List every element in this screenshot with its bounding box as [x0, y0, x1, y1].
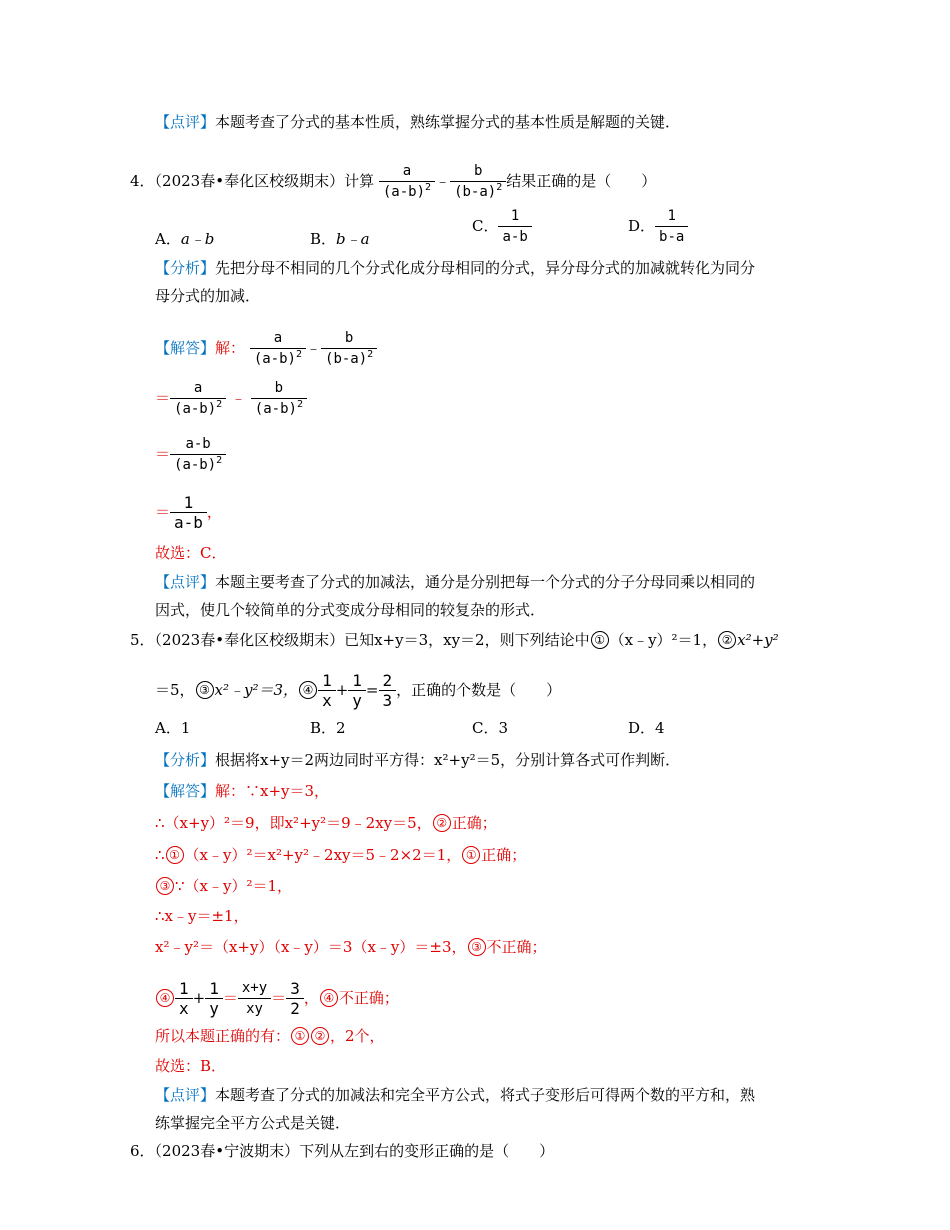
q5-answer-6: x²﹣y²＝（x+y）（x﹣y）＝3（x﹣y）＝±3， ③ 不正确； — [155, 938, 547, 956]
q4-step-1: ＝ $\frac{a}{(a-b)^2}$ ﹣ $\frac{b}{(a-b)^2}$ — [155, 380, 307, 418]
q5-answer-5: ∴x﹣y＝±1， — [155, 907, 249, 925]
q5-answer-7: ④ $\frac{1}{x}$ + $\frac{1}{y}$ ＝ $\frac{x+y}{xy}$ ＝ $\frac{3}{2}$ ， ④ 不正确； — [155, 980, 399, 1018]
q4-tail: 结果正确的是（ ） — [506, 172, 657, 190]
q5-answer-1: 【解答】解：∵x+y＝3， — [155, 782, 330, 800]
q4-answer-line: 【解答】解： $\frac{a}{(a-b)^2}$ ﹣ $\frac{b}{(b-a)^2}$ — [155, 330, 377, 368]
q4-step-3: ＝ $\frac{1}{a-b}$ ， — [155, 493, 222, 532]
q5-line-2: ＝5， ③ x²﹣y²＝3， ④ $\frac{1}{x}$ + $\frac{1}{y}$ = $\frac{2}{3}$ ，正确的个数是（ ） — [155, 671, 562, 710]
comment-top — [155, 112, 680, 132]
q5-option-b: B．2 — [310, 719, 346, 737]
q4-option-c-fraction: $\frac{1}{a-b}$ — [498, 208, 531, 246]
q4-fraction-1: $\frac{a}{(a-b)^2}$ — [379, 163, 435, 201]
q4-option-d: D． $\frac{1}{b-a}$ — [628, 208, 688, 246]
q5-comment: 【点评】本题考查了分式的加减法和完全平方公式，将式子变形后可得两个数的平方和，熟 — [155, 1086, 756, 1104]
q4-option-b: B．b﹣a — [310, 230, 370, 248]
q4-comment-cont: 因式，使几个较简单的分式变成分母相同的较复杂的形式． — [155, 601, 546, 619]
q5-option-d: D．4 — [628, 719, 665, 737]
q4-analysis: 【分析】先把分母不相同的几个分式化成分母相同的分式，异分母分式的加减就转化为同分 — [155, 259, 756, 277]
question-6: 6．（2023春•宁波期末）下列从左到右的变形正确的是（ ） — [130, 1142, 555, 1160]
q4-option-d-fraction: $\frac{1}{b-a}$ — [655, 208, 688, 246]
q5-answer-2: ∴（x+y）²＝9，即x²+y²＝9﹣2xy＝5， ② 正确； — [155, 814, 497, 832]
question-5: 5．（2023春•奉化区校级期末）已知x+y＝3，xy＝2，则下列结论中 ① （x﹣y）²＝1， ② x²+y² — [130, 631, 779, 649]
q4-choose: 故选：C． — [155, 544, 227, 562]
q5-option-c: C．3 — [472, 719, 509, 737]
comment-tag: 【点评】 — [155, 113, 216, 131]
q5-comment-cont: 练掌握完全平方公式是关键． — [155, 1114, 351, 1132]
q5-answer-8: 所以本题正确的有： ① ② ，2个， — [155, 1027, 385, 1045]
q4-option-c: C． $\frac{1}{a-b}$ — [472, 208, 532, 246]
q4-option-a: A．a﹣b — [155, 230, 215, 248]
q5-answer-4: ③ ∵（x﹣y）²＝1， — [155, 876, 292, 896]
q4-fraction-2: $\frac{b}{(b-a)^2}$ — [450, 163, 506, 201]
q5-option-a: A．1 — [155, 719, 191, 737]
q4-source: （2023春•奉化区校级期末） — [154, 172, 345, 190]
comment-text: 本题考查了分式的基本性质，熟练掌握分式的基本性质是解题的关键． — [215, 113, 681, 131]
q4-lead: 计算 — [344, 172, 375, 190]
q4-step-2: ＝ $\frac{a-b}{(a-b)^2}$ — [155, 436, 226, 474]
q4-number: 4． — [130, 172, 155, 190]
q5-choose: 故选：B． — [155, 1057, 227, 1075]
q4-comment: 【点评】本题主要考查了分式的加减法，通分是分别把每一个分式的分子分母同乘以相同的 — [155, 573, 756, 591]
q4-answer-frac-2: $\frac{b}{(b-a)^2}$ — [321, 330, 377, 368]
q4-answer-frac-1: $\frac{a}{(a-b)^2}$ — [250, 330, 306, 368]
q5-analysis: 【分析】根据将x+y＝2两边同时平方得：x²+y²＝5，分别计算各式可作判断． — [155, 751, 681, 769]
question-4: 4．（2023春•奉化区校级期末）计算 $\frac{a}{(a-b)^2}$ ﹣ $\frac{b}{(b-a)^2}$ 结果正确的是（ ） — [130, 163, 657, 200]
q4-analysis-cont: 母分式的加减． — [155, 287, 261, 305]
q5-answer-3: ∴ ① （x﹣y）²＝x²+y²﹣2xy＝5﹣2×2＝1， ① 正确； — [155, 846, 527, 864]
